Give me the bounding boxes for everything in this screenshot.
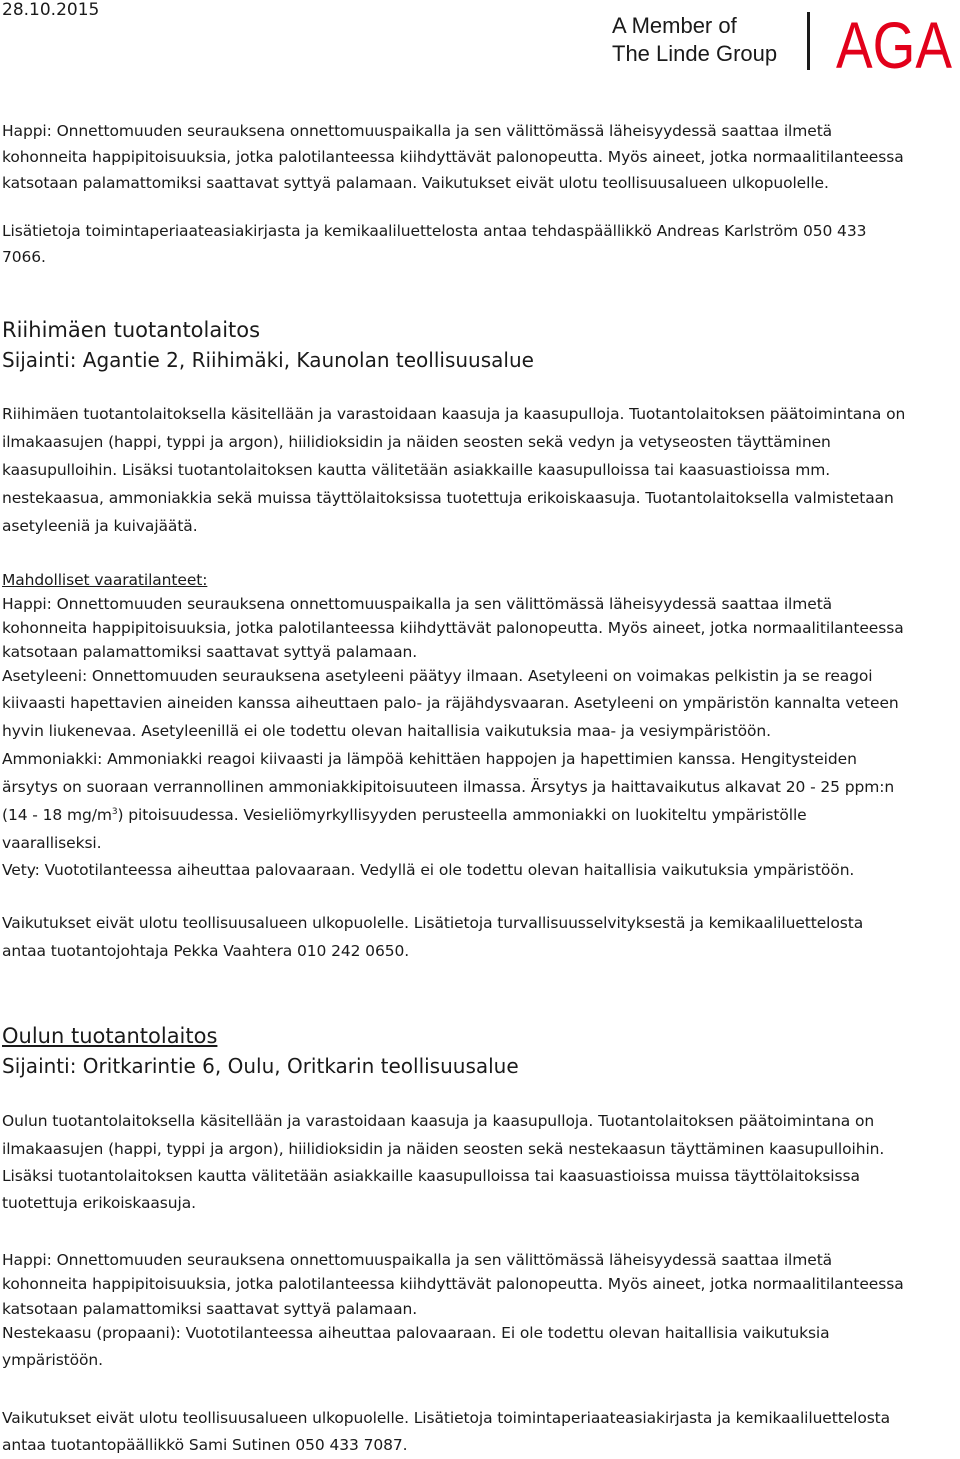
oulu-hazard-line-2: kohonneita happipitoisuuksia, jotka palotilanteessa kiihdyttävät palonopeutta. Myös aineet, jotka normaalitilanteessa — [2, 1275, 904, 1293]
mg-suffix: ) pitoisuudessa. Vesieliömyrkyllisyyden perusteella ammoniakki on luokiteltu ympäristölle — [117, 806, 807, 824]
oulu-desc-line-4: tuotettuja erikoiskaasuja. — [2, 1194, 196, 1212]
riihimaki-hazard-line-10: vaaralliseksi. — [2, 834, 102, 852]
riihimaki-hazard-line-1: Happi: Onnettomuuden seurauksena onnettomuuspaikalla ja sen välittömässä läheisyydessä saattaa ilmetä — [2, 595, 833, 613]
riihimaki-closing-line-2: antaa tuotantojohtaja Pekka Vaahtera 010 242 0650. — [2, 942, 410, 960]
riihimaki-hazard-line-2: kohonneita happipitoisuuksia, jotka palotilanteessa kiihdyttävät palonopeutta. Myös aineet, jotka normaalitilanteessa — [2, 619, 904, 637]
member-line-1: A Member of — [612, 13, 737, 38]
riihimaki-closing-line-1: Vaikutukset eivät ulotu teollisuusalueen ulkopuolelle. Lisätietoja turvallisuusselvityksestä ja kemikaaliluettelosta — [2, 914, 864, 932]
oulu-desc-line-3: Lisäksi tuotantolaitoksen kautta välitetään asiakkaille kaasupulloissa tai kaasuastioissa muissa täyttölaitoksissa — [2, 1167, 860, 1185]
oulu-desc-line-2: ilmakaasujen (happi, typpi ja argon), hiilidioksidin ja näiden seosten sekä nestekaasun täyttäminen kaasupulloihin. — [2, 1140, 885, 1158]
oulu-hazard-line-3: katsotaan palamattomiksi saattavat syttyä palamaan. — [2, 1300, 418, 1318]
oulu-closing-line-2: antaa tuotantopäällikkö Sami Sutinen 050 433 7087. — [2, 1436, 408, 1454]
aga-logo — [836, 10, 952, 74]
intro-oxygen-line-2: kohonneita happipitoisuuksia, jotka palotilanteessa kiihdyttävät palonopeutta. Myös aineet, jotka normaalitilanteessa — [2, 148, 904, 166]
oulu-hazard-line-4: Nestekaasu (propaani): Vuototilanteessa aiheuttaa palovaaraan. Ei ole todettu olevan haitallisia vaikutuksia — [2, 1324, 830, 1342]
member-of-linde-text — [612, 12, 777, 68]
riihimaki-desc-line-4: nestekaasua, ammoniakkia sekä muissa täyttölaitoksissa tuotettuja erikoiskaasuja. Tuotantolaitoksella valmistetaan — [2, 489, 894, 507]
intro-contact-line-1: Lisätietoja toimintaperiaateasiakirjasta ja kemikaaliluettelosta antaa tehdaspäällikkö Andreas Karlström 050 433 — [2, 222, 867, 240]
member-line-2: The Linde Group — [612, 41, 778, 66]
riihimaki-hazard-line-8: ärsytys on suoraan verrannollinen ammoniakkipitoisuuteen ilmassa. Ärsytys ja haittavaikutus alkavat 20 - 25 ppm:n — [2, 778, 895, 796]
oulu-desc-line-1: Oulun tuotantolaitoksella käsitellään ja varastoidaan kaasuja ja kaasupulloja. Tuotantolaitoksen päätoimintana on — [2, 1112, 875, 1130]
mg-superscript: 3 — [111, 806, 118, 817]
riihimaki-hazard-line-5: kiivaasti hapettavien aineiden kanssa aiheuttaen palo- ja räjähdysvaaran. Asetyleeni on ympäristön kannalta veteen — [2, 694, 899, 712]
oulu-location: Sijainti: Oritkarintie 6, Oulu, Oritkarin teollisuusalue — [2, 1054, 519, 1078]
riihimaki-hazard-line-6: hyvin liukenevaa. Asetyleenillä ei ole todettu olevan haitallisia vaikutuksia maa- ja vesiympäristöön. — [2, 722, 771, 740]
oulu-hazard-line-1: Happi: Onnettomuuden seurauksena onnettomuuspaikalla ja sen välittömässä läheisyydessä saattaa ilmetä — [2, 1251, 833, 1269]
intro-contact-line-2: 7066. — [2, 248, 46, 266]
riihimaki-hazard-line-7: Ammoniakki: Ammoniakki reagoi kiivaasti ja lämpöä kehittäen happojen ja hapettimien kanssa. Hengitysteiden — [2, 750, 857, 768]
intro-oxygen-line-1: Happi: Onnettomuuden seurauksena onnettomuuspaikalla ja sen välittömässä läheisyydessä saattaa ilmetä — [2, 122, 833, 140]
riihimaki-desc-line-3: kaasupulloihin. Lisäksi tuotantolaitoksen kautta välitetään asiakkaille kaasupulloissa tai kaasuastioissa mm. — [2, 461, 831, 479]
oulu-hazard-line-5: ympäristöön. — [2, 1351, 103, 1369]
riihimaki-hazard-line-9 — [2, 802, 807, 828]
riihimaki-desc-line-1: Riihimäen tuotantolaitoksella käsitellään ja varastoidaan kaasuja ja kaasupulloja. Tuotantolaitoksen päätoimintana on — [2, 405, 906, 423]
riihimaki-hazards-heading: Mahdolliset vaaratilanteet: — [2, 571, 208, 589]
aga-logo-text: AGA — [836, 10, 952, 74]
riihimaki-hazard-line-3: katsotaan palamattomiksi saattavat syttyä palamaan. — [2, 643, 418, 661]
riihimaki-hazard-line-4: Asetyleeni: Onnettomuuden seurauksena asetyleeni päätyy ilmaan. Asetyleeni on voimakas pelkistin ja se reagoi — [2, 667, 873, 685]
riihimaki-desc-line-2: ilmakaasujen (happi, typpi ja argon), hiilidioksidin ja näiden seosten sekä vedyn ja vetyseosten täyttäminen — [2, 433, 831, 451]
oulu-title: Oulun tuotantolaitos — [2, 1024, 218, 1048]
riihimaki-hazard-line-11: Vety: Vuototilanteessa aiheuttaa palovaaraan. Vedyllä ei ole todettu olevan haitallisia vaikutuksia ympäristöön. — [2, 861, 855, 879]
riihimaki-desc-line-5: asetyleeniä ja kuivajäätä. — [2, 517, 198, 535]
header-divider — [807, 12, 810, 70]
document-date: 28.10.2015 — [2, 0, 100, 20]
intro-oxygen-line-3: katsotaan palamattomiksi saattavat syttyä palamaan. Vaikutukset eivät ulotu teollisuusalueen ulkopuolelle. — [2, 174, 829, 192]
oulu-closing-line-1: Vaikutukset eivät ulotu teollisuusalueen ulkopuolelle. Lisätietoja toimintaperiaateasiakirjasta ja kemikaaliluettelosta — [2, 1409, 891, 1427]
riihimaki-title: Riihimäen tuotantolaitos — [2, 318, 261, 342]
mg-prefix: (14 - 18 mg/m — [2, 806, 112, 824]
riihimaki-location: Sijainti: Agantie 2, Riihimäki, Kaunolan teollisuusalue — [2, 348, 534, 372]
